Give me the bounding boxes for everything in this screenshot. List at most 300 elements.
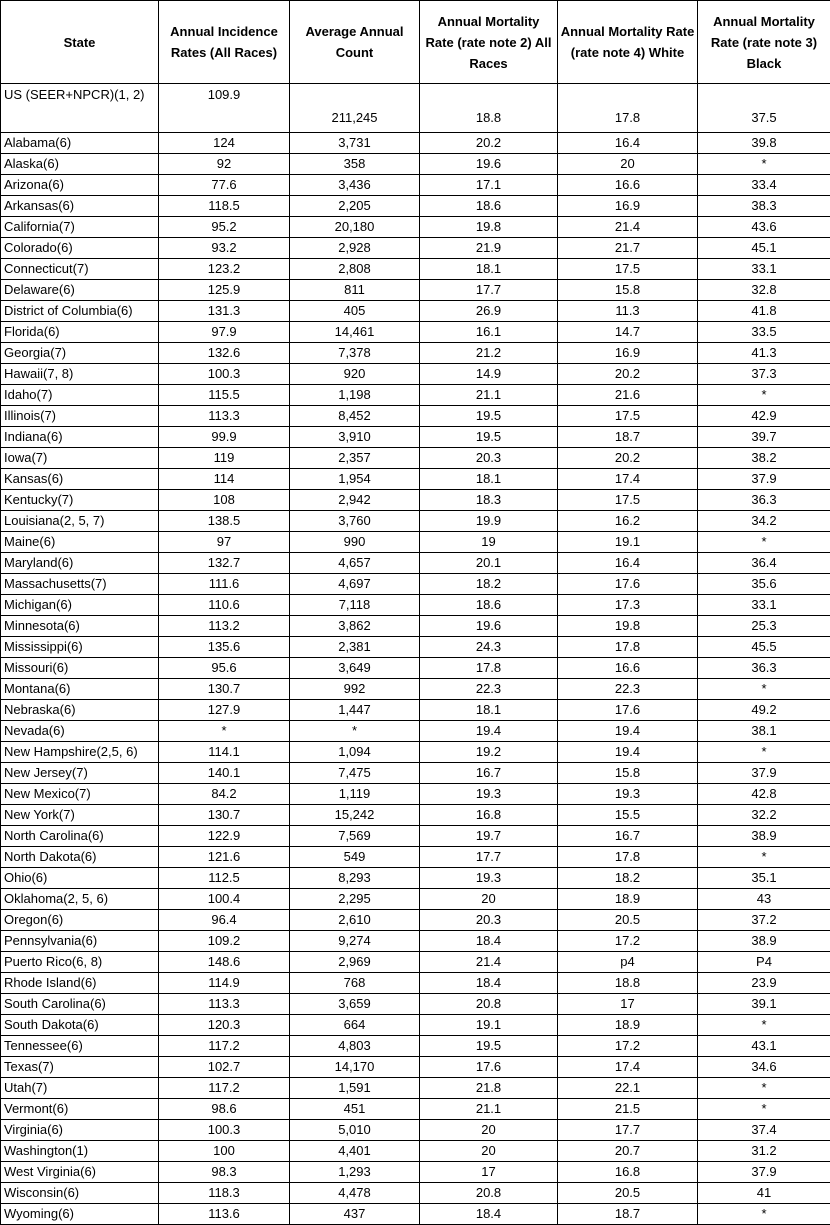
incidence-cell: 117.2: [159, 1078, 290, 1099]
mortality-white-cell: 15.5: [558, 805, 698, 826]
mortality-all-cell: 19.5: [420, 427, 558, 448]
count-cell: 4,803: [290, 1036, 420, 1057]
state-cell: Missouri(6): [1, 658, 159, 679]
incidence-cell: 132.7: [159, 553, 290, 574]
mortality-black-cell: 39.8: [698, 133, 830, 154]
incidence-cell: *: [159, 721, 290, 742]
table-row: [1, 973, 830, 994]
mortality-black-cell: *: [698, 847, 830, 868]
incidence-cell: 123.2: [159, 259, 290, 280]
mortality-black-cell: 23.9: [698, 973, 830, 994]
mortality-white-cell: 18.7: [558, 427, 698, 448]
table-row: [1, 1015, 830, 1036]
mortality-all-cell: 18.4: [420, 931, 558, 952]
mortality-white-cell: 17.8: [558, 847, 698, 868]
table-row: [1, 469, 830, 490]
state-cell: Ohio(6): [1, 868, 159, 889]
count-cell: 3,731: [290, 133, 420, 154]
mortality-all-cell: 18.8: [420, 84, 558, 133]
state-cell: Connecticut(7): [1, 259, 159, 280]
mortality-white-cell: 17.4: [558, 1057, 698, 1078]
table-row: [1, 322, 830, 343]
state-cell: Delaware(6): [1, 280, 159, 301]
state-cell: Virginia(6): [1, 1120, 159, 1141]
mortality-all-cell: 18.6: [420, 595, 558, 616]
mortality-white-cell: 16.6: [558, 175, 698, 196]
mortality-white-cell: 17.3: [558, 595, 698, 616]
mortality-all-cell: 19.5: [420, 1036, 558, 1057]
table-row: [1, 175, 830, 196]
table-row: [1, 133, 830, 154]
incidence-cell: 118.5: [159, 196, 290, 217]
table-row: [1, 364, 830, 385]
mortality-black-cell: 36.3: [698, 658, 830, 679]
incidence-cell: 110.6: [159, 595, 290, 616]
mortality-white-cell: 21.6: [558, 385, 698, 406]
mortality-black-cell: 38.9: [698, 931, 830, 952]
count-cell: *: [290, 721, 420, 742]
table-row: [1, 1162, 830, 1183]
table-row: [1, 658, 830, 679]
mortality-white-cell: 16.4: [558, 133, 698, 154]
count-cell: 7,118: [290, 595, 420, 616]
incidence-cell: 77.6: [159, 175, 290, 196]
header-mortality-black: Annual Mortality Rate (rate note 3) Black: [698, 1, 830, 84]
table-row: [1, 994, 830, 1015]
state-cell: Arkansas(6): [1, 196, 159, 217]
mortality-white-cell: 17.5: [558, 259, 698, 280]
mortality-all-cell: 18.3: [420, 490, 558, 511]
mortality-white-cell: 17.4: [558, 469, 698, 490]
state-cell: Nebraska(6): [1, 700, 159, 721]
mortality-black-cell: 33.1: [698, 595, 830, 616]
incidence-cell: 111.6: [159, 574, 290, 595]
table-row: [1, 301, 830, 322]
incidence-cell: 109.2: [159, 931, 290, 952]
incidence-cell: 117.2: [159, 1036, 290, 1057]
mortality-black-cell: 33.5: [698, 322, 830, 343]
table-row: [1, 154, 830, 175]
count-cell: 4,401: [290, 1141, 420, 1162]
mortality-all-cell: 16.8: [420, 805, 558, 826]
count-cell: 3,910: [290, 427, 420, 448]
mortality-all-cell: 21.9: [420, 238, 558, 259]
incidence-cell: 96.4: [159, 910, 290, 931]
mortality-white-cell: 18.9: [558, 1015, 698, 1036]
mortality-black-cell: P4: [698, 952, 830, 973]
table-row: [1, 217, 830, 238]
mortality-all-cell: 19.1: [420, 1015, 558, 1036]
mortality-white-cell: 17.6: [558, 700, 698, 721]
state-cell: Montana(6): [1, 679, 159, 700]
incidence-cell: 135.6: [159, 637, 290, 658]
mortality-all-cell: 20: [420, 1120, 558, 1141]
count-cell: 1,591: [290, 1078, 420, 1099]
mortality-white-cell: 20.2: [558, 448, 698, 469]
incidence-cell: 125.9: [159, 280, 290, 301]
incidence-cell: 130.7: [159, 805, 290, 826]
count-cell: 8,293: [290, 868, 420, 889]
mortality-black-cell: 35.6: [698, 574, 830, 595]
count-cell: 451: [290, 1099, 420, 1120]
table-row: [1, 448, 830, 469]
table-row: [1, 721, 830, 742]
count-cell: 7,569: [290, 826, 420, 847]
mortality-black-cell: 37.9: [698, 763, 830, 784]
mortality-all-cell: 19.3: [420, 868, 558, 889]
mortality-all-cell: 19.3: [420, 784, 558, 805]
mortality-white-cell: 18.9: [558, 889, 698, 910]
state-cell: North Carolina(6): [1, 826, 159, 847]
incidence-cell: 93.2: [159, 238, 290, 259]
mortality-black-cell: 37.5: [698, 84, 830, 133]
incidence-cell: 118.3: [159, 1183, 290, 1204]
mortality-all-cell: 16.1: [420, 322, 558, 343]
mortality-all-cell: 20.3: [420, 910, 558, 931]
table-row: [1, 1183, 830, 1204]
table-row: [1, 1057, 830, 1078]
mortality-all-cell: 20: [420, 889, 558, 910]
mortality-black-cell: *: [698, 154, 830, 175]
incidence-cell: 132.6: [159, 343, 290, 364]
incidence-cell: 114: [159, 469, 290, 490]
mortality-black-cell: 36.4: [698, 553, 830, 574]
count-cell: 549: [290, 847, 420, 868]
state-cell: Kansas(6): [1, 469, 159, 490]
count-cell: 437: [290, 1204, 420, 1225]
mortality-white-cell: 20.5: [558, 1183, 698, 1204]
header-state: State: [1, 1, 159, 84]
incidence-cell: 99.9: [159, 427, 290, 448]
mortality-all-cell: 24.3: [420, 637, 558, 658]
table-row: [1, 343, 830, 364]
count-cell: 664: [290, 1015, 420, 1036]
state-cell: West Virginia(6): [1, 1162, 159, 1183]
mortality-white-cell: 17.7: [558, 1120, 698, 1141]
mortality-black-cell: 37.2: [698, 910, 830, 931]
table-row: [1, 616, 830, 637]
count-cell: 990: [290, 532, 420, 553]
mortality-black-cell: 43: [698, 889, 830, 910]
incidence-cell: 109.9: [159, 84, 290, 133]
state-cell: Oklahoma(2, 5, 6): [1, 889, 159, 910]
mortality-all-cell: 14.9: [420, 364, 558, 385]
mortality-white-cell: 17.6: [558, 574, 698, 595]
mortality-white-cell: 17: [558, 994, 698, 1015]
incidence-cell: 130.7: [159, 679, 290, 700]
state-cell: Tennessee(6): [1, 1036, 159, 1057]
incidence-cell: 100: [159, 1141, 290, 1162]
mortality-all-cell: 20.2: [420, 133, 558, 154]
state-cell: New York(7): [1, 805, 159, 826]
table-row: [1, 511, 830, 532]
incidence-cell: 102.7: [159, 1057, 290, 1078]
state-cell: Arizona(6): [1, 175, 159, 196]
state-cell: Massachusetts(7): [1, 574, 159, 595]
mortality-black-cell: 37.9: [698, 1162, 830, 1183]
incidence-cell: 148.6: [159, 952, 290, 973]
table-row: [1, 574, 830, 595]
table-row: [1, 532, 830, 553]
mortality-black-cell: 37.3: [698, 364, 830, 385]
state-cell: Kentucky(7): [1, 490, 159, 511]
mortality-white-cell: 21.7: [558, 238, 698, 259]
count-cell: 1,293: [290, 1162, 420, 1183]
incidence-cell: 100.4: [159, 889, 290, 910]
mortality-black-cell: 39.1: [698, 994, 830, 1015]
mortality-all-cell: 18.2: [420, 574, 558, 595]
mortality-black-cell: 38.3: [698, 196, 830, 217]
count-cell: 2,808: [290, 259, 420, 280]
state-cell: US (SEER+NPCR)(1, 2): [1, 84, 159, 133]
mortality-all-cell: 21.1: [420, 1099, 558, 1120]
count-cell: 15,242: [290, 805, 420, 826]
mortality-all-cell: 18.1: [420, 259, 558, 280]
count-cell: 3,862: [290, 616, 420, 637]
incidence-cell: 100.3: [159, 1120, 290, 1141]
table-row: [1, 1099, 830, 1120]
mortality-all-cell: 19.2: [420, 742, 558, 763]
mortality-white-cell: 16.7: [558, 826, 698, 847]
mortality-white-cell: 22.3: [558, 679, 698, 700]
mortality-white-cell: 17.8: [558, 637, 698, 658]
mortality-black-cell: *: [698, 742, 830, 763]
mortality-all-cell: 21.2: [420, 343, 558, 364]
table-row: [1, 427, 830, 448]
state-cell: South Carolina(6): [1, 994, 159, 1015]
mortality-black-cell: 41.3: [698, 343, 830, 364]
mortality-black-cell: 32.8: [698, 280, 830, 301]
mortality-black-cell: 41: [698, 1183, 830, 1204]
count-cell: 14,461: [290, 322, 420, 343]
count-cell: 4,478: [290, 1183, 420, 1204]
incidence-cell: 114.9: [159, 973, 290, 994]
incidence-cell: 114.1: [159, 742, 290, 763]
count-cell: 2,381: [290, 637, 420, 658]
state-cell: North Dakota(6): [1, 847, 159, 868]
state-cell: New Mexico(7): [1, 784, 159, 805]
incidence-cell: 131.3: [159, 301, 290, 322]
incidence-cell: 108: [159, 490, 290, 511]
table-row: [1, 385, 830, 406]
count-cell: 2,295: [290, 889, 420, 910]
mortality-black-cell: *: [698, 1078, 830, 1099]
count-cell: 5,010: [290, 1120, 420, 1141]
count-cell: 20,180: [290, 217, 420, 238]
mortality-white-cell: 17.8: [558, 84, 698, 133]
mortality-white-cell: 20.2: [558, 364, 698, 385]
header-mortality-all: Annual Mortality Rate (rate note 2) All Races: [420, 1, 558, 84]
count-cell: 3,760: [290, 511, 420, 532]
table-row: [1, 1078, 830, 1099]
mortality-black-cell: 33.4: [698, 175, 830, 196]
table-row: [1, 805, 830, 826]
state-cell: California(7): [1, 217, 159, 238]
table-row: [1, 637, 830, 658]
table-row: [1, 700, 830, 721]
mortality-white-cell: 18.8: [558, 973, 698, 994]
state-cell: Georgia(7): [1, 343, 159, 364]
table-row: [1, 826, 830, 847]
state-cell: Mississippi(6): [1, 637, 159, 658]
mortality-black-cell: 38.2: [698, 448, 830, 469]
mortality-black-cell: 35.1: [698, 868, 830, 889]
state-cell: New Jersey(7): [1, 763, 159, 784]
count-cell: 1,198: [290, 385, 420, 406]
mortality-black-cell: 39.7: [698, 427, 830, 448]
mortality-black-cell: 31.2: [698, 1141, 830, 1162]
count-cell: 1,094: [290, 742, 420, 763]
mortality-black-cell: 42.9: [698, 406, 830, 427]
mortality-white-cell: 16.9: [558, 196, 698, 217]
mortality-white-cell: 17.5: [558, 406, 698, 427]
count-cell: 211,245: [290, 84, 420, 133]
incidence-cell: 98.3: [159, 1162, 290, 1183]
mortality-white-cell: 16.9: [558, 343, 698, 364]
mortality-white-cell: 20.7: [558, 1141, 698, 1162]
table-row: [1, 406, 830, 427]
state-cell: Illinois(7): [1, 406, 159, 427]
mortality-black-cell: *: [698, 532, 830, 553]
table-row: [1, 910, 830, 931]
table-row: [1, 763, 830, 784]
mortality-all-cell: 20.8: [420, 1183, 558, 1204]
count-cell: 3,649: [290, 658, 420, 679]
count-cell: 2,928: [290, 238, 420, 259]
table-row: [1, 1120, 830, 1141]
mortality-all-cell: 17.7: [420, 847, 558, 868]
table-row: [1, 679, 830, 700]
incidence-cell: 92: [159, 154, 290, 175]
mortality-black-cell: 38.9: [698, 826, 830, 847]
mortality-white-cell: 15.8: [558, 280, 698, 301]
state-cell: Maine(6): [1, 532, 159, 553]
incidence-cell: 115.5: [159, 385, 290, 406]
state-cell: Vermont(6): [1, 1099, 159, 1120]
table-row: [1, 280, 830, 301]
table-row: [1, 1036, 830, 1057]
incidence-cell: 140.1: [159, 763, 290, 784]
count-cell: 7,378: [290, 343, 420, 364]
mortality-all-cell: 18.6: [420, 196, 558, 217]
mortality-white-cell: 19.1: [558, 532, 698, 553]
count-cell: 2,610: [290, 910, 420, 931]
table-header: [1, 1, 830, 84]
table-row: [1, 259, 830, 280]
header-count: Average Annual Count: [290, 1, 420, 84]
mortality-all-cell: 19.7: [420, 826, 558, 847]
mortality-all-cell: 17.8: [420, 658, 558, 679]
table-row: [1, 952, 830, 973]
mortality-all-cell: 19.9: [420, 511, 558, 532]
header-incidence: Annual Incidence Rates (All Races): [159, 1, 290, 84]
state-cell: Maryland(6): [1, 553, 159, 574]
mortality-black-cell: 37.9: [698, 469, 830, 490]
state-cell: Utah(7): [1, 1078, 159, 1099]
state-cell: Alabama(6): [1, 133, 159, 154]
mortality-white-cell: 17.2: [558, 1036, 698, 1057]
incidence-cell: 95.2: [159, 217, 290, 238]
mortality-all-cell: 20.1: [420, 553, 558, 574]
count-cell: 8,452: [290, 406, 420, 427]
mortality-white-cell: 16.8: [558, 1162, 698, 1183]
mortality-all-cell: 20.3: [420, 448, 558, 469]
state-cell: Colorado(6): [1, 238, 159, 259]
incidence-cell: 138.5: [159, 511, 290, 532]
state-cell: Wisconsin(6): [1, 1183, 159, 1204]
mortality-all-cell: 19.4: [420, 721, 558, 742]
mortality-all-cell: 19.6: [420, 154, 558, 175]
table-row: [1, 490, 830, 511]
count-cell: 3,659: [290, 994, 420, 1015]
table-row: [1, 847, 830, 868]
incidence-cell: 113.6: [159, 1204, 290, 1225]
mortality-white-cell: 19.4: [558, 742, 698, 763]
mortality-black-cell: 34.2: [698, 511, 830, 532]
table-row: [1, 553, 830, 574]
count-cell: 768: [290, 973, 420, 994]
mortality-black-cell: *: [698, 1204, 830, 1225]
state-cell: Pennsylvania(6): [1, 931, 159, 952]
count-cell: 14,170: [290, 1057, 420, 1078]
count-cell: 2,357: [290, 448, 420, 469]
state-cell: Michigan(6): [1, 595, 159, 616]
table-row: [1, 931, 830, 952]
state-cell: Oregon(6): [1, 910, 159, 931]
mortality-all-cell: 21.1: [420, 385, 558, 406]
incidence-cell: 100.3: [159, 364, 290, 385]
state-cell: South Dakota(6): [1, 1015, 159, 1036]
mortality-white-cell: 16.6: [558, 658, 698, 679]
count-cell: 992: [290, 679, 420, 700]
mortality-white-cell: 19.4: [558, 721, 698, 742]
count-cell: 811: [290, 280, 420, 301]
mortality-white-cell: 21.4: [558, 217, 698, 238]
incidence-cell: 98.6: [159, 1099, 290, 1120]
header-row: [1, 1, 830, 84]
count-cell: 920: [290, 364, 420, 385]
mortality-black-cell: 43.1: [698, 1036, 830, 1057]
mortality-black-cell: 45.1: [698, 238, 830, 259]
us-total-row: [1, 84, 830, 133]
mortality-black-cell: *: [698, 385, 830, 406]
count-cell: 405: [290, 301, 420, 322]
mortality-black-cell: 38.1: [698, 721, 830, 742]
count-cell: 2,969: [290, 952, 420, 973]
state-rows: [1, 133, 830, 1225]
mortality-white-cell: 19.3: [558, 784, 698, 805]
table-row: [1, 868, 830, 889]
mortality-all-cell: 20: [420, 1141, 558, 1162]
state-cell: Wyoming(6): [1, 1204, 159, 1225]
mortality-all-cell: 21.4: [420, 952, 558, 973]
state-cell: Alaska(6): [1, 154, 159, 175]
state-cell: Hawaii(7, 8): [1, 364, 159, 385]
mortality-white-cell: 11.3: [558, 301, 698, 322]
table-row: [1, 784, 830, 805]
state-cell: Puerto Rico(6, 8): [1, 952, 159, 973]
mortality-black-cell: *: [698, 1015, 830, 1036]
mortality-all-cell: 19.5: [420, 406, 558, 427]
count-cell: 1,119: [290, 784, 420, 805]
state-cell: Minnesota(6): [1, 616, 159, 637]
mortality-black-cell: 43.6: [698, 217, 830, 238]
state-cell: Louisiana(2, 5, 7): [1, 511, 159, 532]
count-cell: 3,436: [290, 175, 420, 196]
mortality-white-cell: 14.7: [558, 322, 698, 343]
mortality-all-cell: 17.1: [420, 175, 558, 196]
state-cell: Texas(7): [1, 1057, 159, 1078]
